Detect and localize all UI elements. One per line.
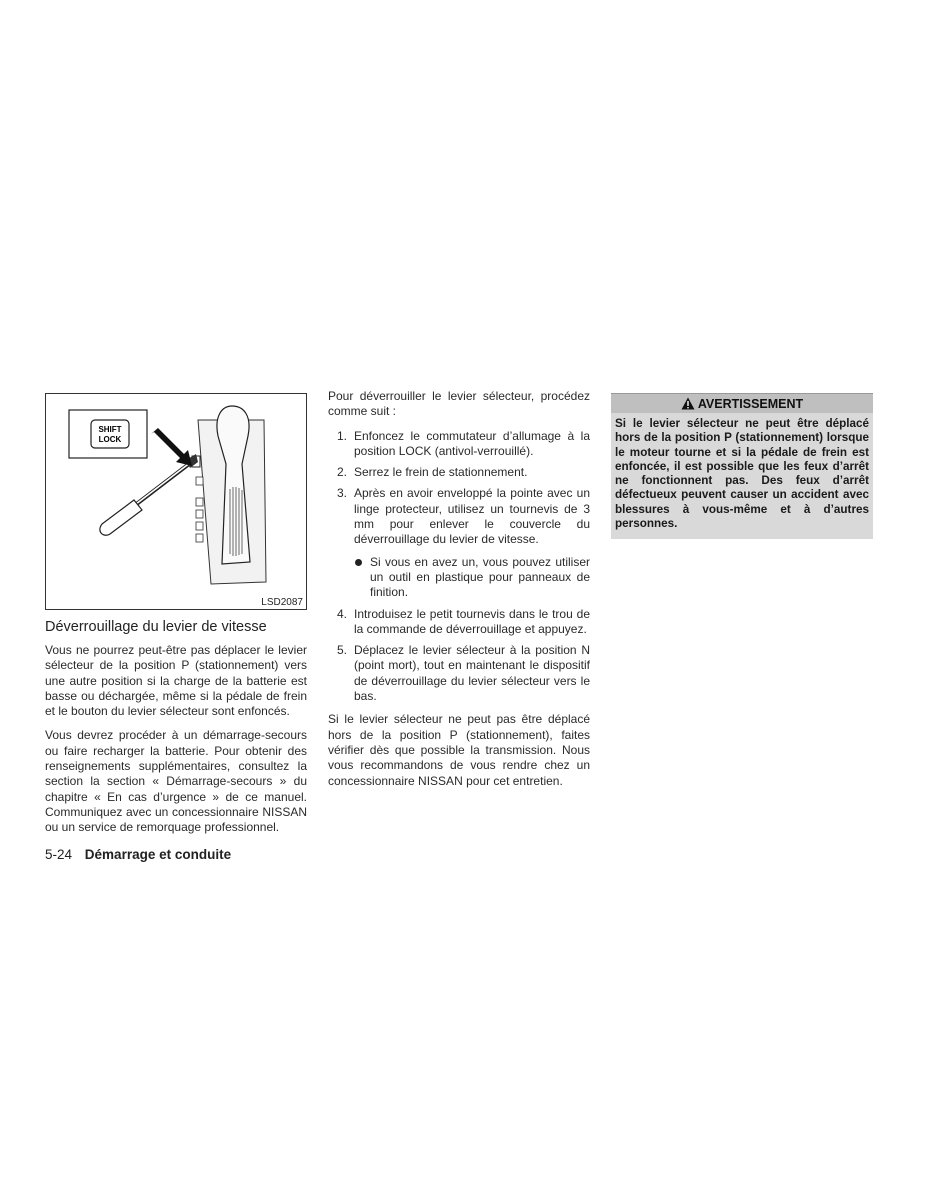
step-item (328, 607, 590, 638)
bullet-text: Si vous en avez un, vous pouvez utiliser un outil en plastique pour panneaux de finition. (370, 554, 590, 600)
lock-label: LOCK (98, 435, 122, 444)
step-number: 4. (337, 606, 348, 621)
page-footer (45, 847, 231, 862)
procedure-steps (328, 429, 590, 705)
middle-column (328, 389, 590, 798)
step-text: Après en avoir enveloppé la pointe avec un linge protecteur, utilisez un tournevis de 3 mm pour enlever le couvercle du déverrouillage du levier de vitesse. (354, 486, 590, 547)
closing-paragraph: Si le levier sélecteur ne peut pas être déplacé hors de la position P (stationnement), faites vérifier dès que possible la transmission. Nous vous recommandons de vous rendre chez un concessionnaire NISSAN pour cet entretien. (328, 712, 590, 788)
step-item (328, 486, 590, 600)
step-bullet (354, 555, 590, 601)
procedure-intro: Pour déverrouiller le levier sélecteur, procédez comme suit : (328, 389, 590, 419)
bullet-icon (355, 559, 362, 566)
step-number: 5. (337, 643, 348, 658)
shift-lock-illustration (45, 393, 307, 610)
step-number: 2. (337, 465, 348, 480)
step-item (328, 465, 590, 480)
shift-lever-drawing (46, 394, 306, 609)
step-text: Déplacez le levier sélecteur à la position N (point mort), tout en maintenant le dispositif de déverrouillage du levier sélecteur vers le bas. (354, 643, 590, 704)
warning-triangle-icon (681, 397, 695, 410)
page-number: 5-24 (45, 847, 73, 862)
warning-title: AVERTISSEMENT (697, 396, 804, 411)
shift-label: SHIFT (98, 425, 122, 434)
figure-code: LSD2087 (261, 597, 303, 608)
left-paragraph-2: Vous devrez procéder à un démarrage-secours ou faire recharger la batterie. Pour obtenir des renseignements supplémentaires, consultez la section la section « Démarrage-secours » du chapitre « En cas d’urgence » de ce manuel. Communiquez avec un concessionnaire NISSAN ou un service de remorquage professionnel. (45, 728, 307, 835)
left-column (45, 393, 307, 845)
warning-text: Si le levier sélecteur ne peut être déplacé hors de la position P (stationnement) lorsque le moteur tourne et si la pédale de frein est enfoncée, il est possible que les feux d’arrêt ne fonctionnent pas. Des feux d’arrêt défectueux peuvent causer un accident avec blessures à vous-même et à d’autres personnes. (615, 417, 869, 531)
step-text: Enfoncez le commutateur d’allumage à la position LOCK (antivol-verrouillé). (354, 428, 590, 458)
right-column (611, 393, 873, 539)
left-paragraph-1: Vous ne pourrez peut-être pas déplacer le levier sélecteur de la position P (stationnement) vers une autre position si la charge de la batterie est basse ou déchargée, même si la pédale de frein et le bouton du levier sélecteur sont enfoncés. (45, 643, 307, 719)
section-title: Déverrouillage du levier de vitesse (45, 619, 267, 635)
step-text: Introduisez le petit tournevis dans le trou de la commande de déverrouillage et appuyez. (354, 606, 590, 636)
step-number: 3. (337, 486, 348, 501)
chapter-title: Démarrage et conduite (84, 847, 232, 862)
step-item (328, 429, 590, 460)
warning-header (611, 394, 873, 413)
warning-box (611, 393, 873, 539)
step-item (328, 643, 590, 704)
step-text: Serrez le frein de stationnement. (354, 465, 528, 480)
step-number: 1. (337, 428, 348, 443)
